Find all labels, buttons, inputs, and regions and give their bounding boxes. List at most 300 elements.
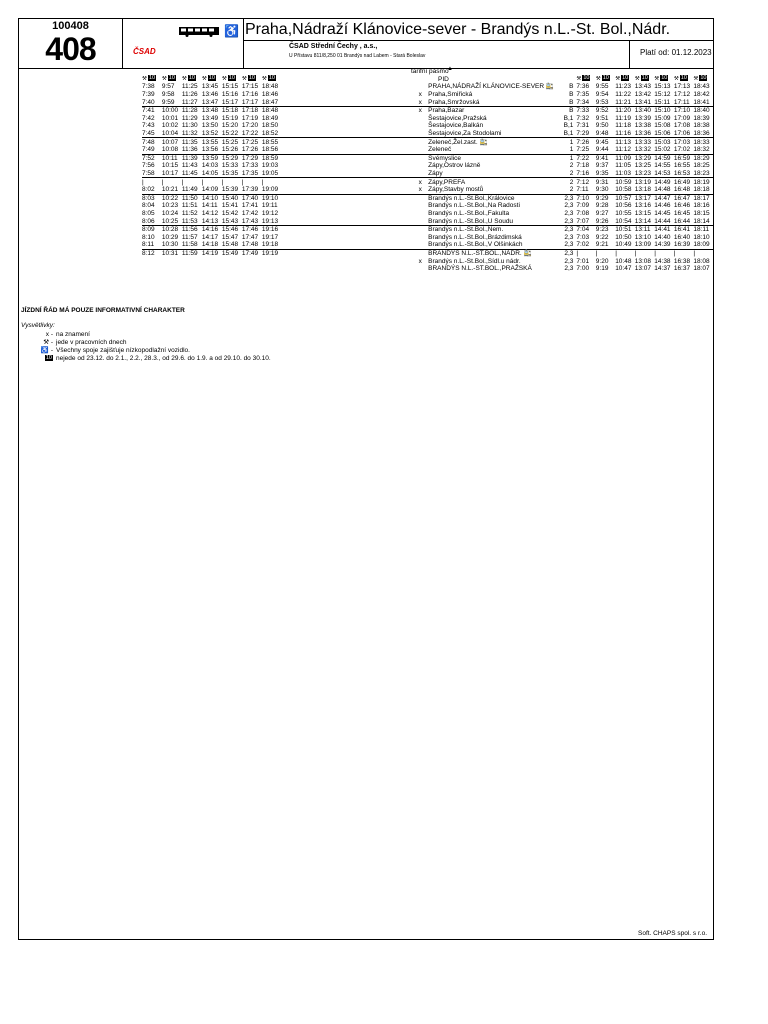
departure-time: 19:09 <box>261 186 279 194</box>
workday-icon: ⚒ <box>261 76 267 82</box>
departure-time <box>262 265 282 273</box>
departure-time: 10:25 <box>161 217 179 225</box>
route-title: Praha,Nádraží Klánovice-sever - Brandýs n.L.-St. Bol.,Nádr. <box>245 21 671 38</box>
note-badge: 10 <box>168 75 175 82</box>
departure-time <box>182 257 202 265</box>
request-stop-flag <box>419 249 429 257</box>
departure-time: 13:19 <box>635 178 655 186</box>
legend-text: Všechny spoje zajišťuje nízkopodlažní vozidlo. <box>56 347 190 354</box>
departure-time: 17:46 <box>242 225 262 233</box>
departure-time: 16:46 <box>673 202 691 210</box>
departure-time: 13:15 <box>634 209 652 217</box>
departure-time: 7:18 <box>576 162 590 170</box>
tariff-zone: 2,3 <box>564 209 574 217</box>
departure-time: 7:01 <box>576 257 590 265</box>
departure-time: 7:52 <box>142 154 162 162</box>
wheelchair-icon: ♿ <box>224 24 239 38</box>
departure-time: 15:18 <box>222 107 242 115</box>
icons-box <box>123 19 244 68</box>
trip-note-header <box>674 75 694 83</box>
departure-time: 7:49 <box>142 146 155 154</box>
departure-time: 11:39 <box>182 154 202 162</box>
bus-icon <box>179 27 219 37</box>
stop-row <box>142 249 713 257</box>
departure-time: 13:23 <box>634 169 652 177</box>
spacer <box>282 178 419 186</box>
departure-time: 7:38 <box>142 83 155 91</box>
stop-name: Praha,Smržovská <box>428 98 480 106</box>
spacer <box>282 75 419 83</box>
request-stop-flag <box>419 241 429 249</box>
departure-time: 11:43 <box>181 162 198 170</box>
trip-note-header <box>693 75 713 83</box>
departure-time: | <box>693 249 713 257</box>
departure-time: 7:31 <box>576 122 590 130</box>
departure-time: 15:39 <box>221 186 239 194</box>
workday-icon: ⚒ <box>634 76 640 82</box>
trip-note-header <box>202 75 222 83</box>
departure-time: 13:29 <box>635 154 655 162</box>
departure-time: 17:20 <box>241 122 259 130</box>
spacer <box>282 265 419 273</box>
departure-time: 18:41 <box>693 98 710 106</box>
tariff-zone: B,1 <box>563 122 574 130</box>
departure-time: 11:16 <box>615 130 631 137</box>
departure-time: 9:54 <box>595 91 609 99</box>
departure-time: 16:41 <box>674 225 694 233</box>
departure-time <box>142 257 162 265</box>
departure-time: 18:48 <box>262 107 282 115</box>
departure-time: 11:56 <box>182 225 202 233</box>
stop-name: Svémyslice <box>428 154 558 162</box>
departure-time: 17:02 <box>673 146 691 154</box>
workday-icon: ⚒ <box>673 76 679 82</box>
departure-time: 11:23 <box>615 83 631 91</box>
departure-time: 9:53 <box>595 98 609 106</box>
request-stop-flag <box>419 225 429 233</box>
departure-time: 18:08 <box>693 257 710 265</box>
departure-time: 18:38 <box>693 122 710 130</box>
departure-time: 13:42 <box>634 91 652 99</box>
spacer <box>282 122 419 130</box>
departure-time: 17:25 <box>242 138 262 146</box>
spacer <box>282 225 419 233</box>
departure-time: 10:11 <box>162 154 182 162</box>
departure-time: 18:43 <box>693 83 710 91</box>
note-badge: 10 <box>661 75 668 82</box>
departure-time: 9:21 <box>595 241 609 249</box>
stop-row <box>142 138 713 146</box>
departure-time: 11:20 <box>615 107 635 115</box>
stop-name: Praha,Bazar <box>428 107 558 115</box>
departure-time: 18:11 <box>693 225 713 233</box>
departure-time: 11:12 <box>615 146 631 154</box>
departure-time: 7:07 <box>576 217 590 225</box>
departure-time: 7:32 <box>576 114 590 122</box>
departure-time: 17:35 <box>241 169 259 177</box>
departure-time: 15:13 <box>654 83 671 91</box>
legend-text: nejede od 23.12. do 2.1., 2.2., 28.3., od 29.6. do 1.9. a od 29.10. do 30.10. <box>56 355 271 362</box>
departure-time <box>202 257 222 265</box>
spacer <box>558 75 577 83</box>
departure-time: 13:55 <box>202 138 222 146</box>
tariff-zone: 2 <box>569 186 574 194</box>
departure-time: | <box>182 178 202 186</box>
departure-time: 10:29 <box>161 233 179 241</box>
departure-time: 17:26 <box>241 146 259 154</box>
departure-time: 15:47 <box>221 233 239 241</box>
departure-time: 10:54 <box>615 217 632 225</box>
departure-time: 11:22 <box>615 91 631 99</box>
workday-icon: ⚒ <box>693 76 699 82</box>
departure-time: 10:04 <box>161 130 179 137</box>
departure-time: 18:23 <box>693 169 710 177</box>
departure-time: 10:07 <box>162 138 182 146</box>
departure-time: 11:09 <box>615 154 635 162</box>
stop-name: Praha,Smiřická <box>428 91 473 99</box>
stop-name: Brandýs n.L.-St.Bol.,Sídl.u nádr. <box>428 257 521 265</box>
spacer <box>282 162 419 170</box>
spacer <box>282 91 419 99</box>
departure-time: 14:53 <box>654 169 671 177</box>
departure-time: 14:18 <box>201 241 219 249</box>
train-icon: 🚉 <box>521 249 532 257</box>
stop-row <box>142 146 713 154</box>
departure-time: | <box>162 178 182 186</box>
legend-symbol: x - <box>45 331 53 338</box>
departure-time: 11:57 <box>181 233 198 241</box>
departure-time: 9:44 <box>595 146 609 154</box>
departure-time: 16:37 <box>673 265 691 273</box>
tariff-zone: B <box>569 83 574 91</box>
legend-symbol: ♿ - <box>40 347 53 354</box>
departure-time: 8:09 <box>142 225 162 233</box>
departure-time: 11:26 <box>181 91 198 99</box>
spacer <box>282 138 419 146</box>
departure-time: 9:29 <box>596 194 615 202</box>
legend-symbol <box>39 355 53 363</box>
software-credit: Soft. CHAPS spol. s r.o. <box>638 930 707 937</box>
spacer <box>282 146 419 154</box>
tariff-zone: B <box>569 91 574 99</box>
departure-time: 9:37 <box>595 162 609 170</box>
departure-time: 7:45 <box>142 130 155 137</box>
trip-note-header <box>654 75 674 83</box>
departure-time: 17:08 <box>673 122 691 130</box>
departure-time: 19:17 <box>261 233 279 241</box>
departure-time: 14:40 <box>654 233 671 241</box>
departure-time: 17:16 <box>241 91 259 99</box>
departure-time: 18:55 <box>262 138 282 146</box>
departure-time: 19:18 <box>261 241 279 249</box>
departure-time: 13:10 <box>634 233 652 241</box>
departure-time: 7:02 <box>576 241 590 249</box>
note-badge: 10 <box>602 75 609 82</box>
trip-note-header <box>182 75 202 83</box>
departure-time: 11:18 <box>615 122 631 130</box>
stop-row <box>142 186 713 194</box>
departure-time: 18:56 <box>261 146 279 154</box>
departure-time: 17:41 <box>241 202 259 210</box>
stop-name: Brandýs n.L.-St.Bol.,Na Radosti <box>428 202 520 210</box>
departure-time: 19:05 <box>261 169 279 177</box>
departure-time: 15:15 <box>221 83 239 91</box>
note-badge: 10 <box>641 75 648 82</box>
departure-time: 17:12 <box>673 91 691 99</box>
departure-time: 16:47 <box>674 194 694 202</box>
request-stop-flag <box>419 210 429 218</box>
departure-time: 15:40 <box>222 194 242 202</box>
departure-time: 13:40 <box>635 107 655 115</box>
departure-time: 18:18 <box>693 186 710 194</box>
departure-time: 11:29 <box>181 114 198 122</box>
tariff-zone: 1 <box>558 154 577 162</box>
departure-time: 7:48 <box>142 138 162 146</box>
note-badge: 10 <box>228 75 235 82</box>
departure-time: 7:12 <box>576 178 595 186</box>
departure-time: 17:22 <box>241 130 259 137</box>
trip-note-header <box>615 75 635 83</box>
stop-name: Šestajovice,Pražská <box>428 114 487 122</box>
departure-time: 18:25 <box>693 162 710 170</box>
departure-time: 7:34 <box>576 98 590 106</box>
departure-time: 15:29 <box>222 154 242 162</box>
departure-time: 10:01 <box>161 114 179 122</box>
departure-time: 13:52 <box>201 130 219 137</box>
departure-time: 7:26 <box>576 138 595 146</box>
departure-time: 13:14 <box>634 217 652 225</box>
stop-row <box>142 83 713 91</box>
tariff-zone: 2,3 <box>564 202 574 210</box>
departure-time: 7:42 <box>142 114 155 122</box>
departure-time: 13:50 <box>201 122 219 130</box>
departure-time: 9:45 <box>596 138 615 146</box>
departure-time: 17:39 <box>241 186 259 194</box>
departure-time: | <box>222 178 242 186</box>
departure-time: 10:02 <box>161 122 179 130</box>
stop-row <box>142 162 713 170</box>
departure-time: 14:47 <box>654 194 674 202</box>
departure-time: 13:16 <box>634 202 652 210</box>
departure-time: 19:13 <box>261 217 279 225</box>
departure-time: 18:33 <box>693 138 713 146</box>
departure-time: 7:08 <box>576 209 590 217</box>
workday-icon: ⚒ <box>221 76 227 82</box>
departure-time: 19:10 <box>262 194 282 202</box>
spacer <box>282 154 419 162</box>
departure-time: 11:49 <box>181 186 198 194</box>
departure-time: 9:52 <box>596 107 615 115</box>
departure-time: 18:47 <box>261 98 279 106</box>
departure-time: 15:16 <box>221 91 239 99</box>
departure-time: 13:36 <box>634 130 652 137</box>
departure-time: 18:39 <box>693 114 710 122</box>
departure-time: | <box>242 178 262 186</box>
departure-time: 15:03 <box>654 138 674 146</box>
train-icon: 🚉 <box>544 83 554 91</box>
departure-time: 7:29 <box>576 130 590 137</box>
legend-title: Vysvětlivky: <box>21 322 55 329</box>
departure-time <box>242 265 262 273</box>
departure-time: 11:03 <box>615 169 631 177</box>
departure-time: 19:03 <box>261 162 279 170</box>
departure-time <box>182 265 202 273</box>
spacer <box>282 194 419 202</box>
departure-time: 15:25 <box>222 138 242 146</box>
departure-time: 11:50 <box>182 194 202 202</box>
departure-time: 18:16 <box>693 202 710 210</box>
departure-time: 17:06 <box>673 130 691 137</box>
workday-icon: ⚒ <box>161 76 167 82</box>
departure-time: 8:12 <box>142 249 162 257</box>
departure-time: 18:40 <box>693 107 713 115</box>
departure-time: 18:46 <box>261 91 279 99</box>
departure-time: 14:10 <box>202 194 222 202</box>
departure-time: 17:10 <box>674 107 694 115</box>
tariff-zone: 2,3 <box>558 225 577 233</box>
departure-time: 9:51 <box>595 114 609 122</box>
departure-time: 10:08 <box>161 146 179 154</box>
workday-icon: ⚒ <box>201 76 207 82</box>
departure-time: 8:05 <box>142 209 155 217</box>
departure-time: 18:49 <box>261 114 279 122</box>
request-stop-flag <box>419 115 429 123</box>
departure-time <box>142 265 162 273</box>
trip-note-header <box>635 75 655 83</box>
departure-time: 10:22 <box>162 194 182 202</box>
departure-time: 13:56 <box>201 146 219 154</box>
departure-time: 13:41 <box>634 98 652 106</box>
departure-time <box>262 257 282 265</box>
departure-time: 15:35 <box>221 169 239 177</box>
departure-time: 9:27 <box>595 209 609 217</box>
departure-time: 11:32 <box>181 130 198 137</box>
tariff-zone: 2,3 <box>564 241 574 249</box>
line-code: 100408 <box>52 20 89 32</box>
request-stop-flag: x <box>419 107 429 115</box>
request-stop-flag <box>419 194 429 202</box>
request-stop-flag <box>419 202 429 210</box>
departure-time: 13:18 <box>634 186 652 194</box>
stop-row <box>142 107 713 115</box>
departure-time: 8:02 <box>142 186 155 194</box>
departure-time: 11:05 <box>615 162 631 170</box>
departure-time: 18:50 <box>261 122 279 130</box>
line-id-box <box>19 19 123 68</box>
departure-time: 17:42 <box>241 209 259 217</box>
departure-time: 17:17 <box>241 98 259 106</box>
legend <box>39 331 271 363</box>
request-stop-flag: x <box>418 98 422 106</box>
departure-time: 7:35 <box>576 91 590 99</box>
departure-time: 13:48 <box>202 107 222 115</box>
departure-time: 14:44 <box>654 217 671 225</box>
departure-time: 7:43 <box>142 122 155 130</box>
departure-time: 11:36 <box>181 146 198 154</box>
spacer <box>282 186 419 194</box>
workday-icon: ⚒ <box>142 76 147 82</box>
departure-time: 18:10 <box>693 233 710 241</box>
departure-time: 13:43 <box>634 83 652 91</box>
stop-name: Brandýs n.L.-St.Bol.,V Olšinkách <box>428 241 523 249</box>
departure-time: 8:03 <box>142 194 162 202</box>
departure-time: 16:48 <box>673 186 691 194</box>
departure-time: 15:48 <box>221 241 239 249</box>
departure-time: 15:08 <box>654 122 671 130</box>
pid-label: PID <box>438 76 449 83</box>
departure-time: 15:20 <box>221 122 239 130</box>
departure-time: 9:58 <box>161 91 175 99</box>
spacer <box>282 83 419 91</box>
departure-time: 14:37 <box>654 265 671 273</box>
request-stop-flag <box>419 217 429 225</box>
departure-time: 13:39 <box>634 114 652 122</box>
departure-time: 10:49 <box>615 241 632 249</box>
stop-name: Brandýs n.L.-St.Bol.,Nem. <box>428 225 558 233</box>
stop-name: Brandýs n.L.-St.Bol.,U Soudu <box>428 217 514 225</box>
departure-time: 7:33 <box>576 107 595 115</box>
departure-time: 10:21 <box>161 186 179 194</box>
departure-time: 18:07 <box>693 265 710 273</box>
departure-time <box>242 257 262 265</box>
workday-icon: ⚒ <box>181 76 187 82</box>
departure-time: 17:18 <box>242 107 262 115</box>
valid-from: Platí od: 01.12.2023 <box>640 48 712 57</box>
departure-time: 14:17 <box>201 233 219 241</box>
departure-time: 14:48 <box>654 186 671 194</box>
workday-icon: ⚒ <box>576 76 582 82</box>
timetable-frame <box>18 18 714 940</box>
departure-time: 18:15 <box>693 209 710 217</box>
workday-icon: ⚒ <box>241 76 247 82</box>
departure-time: 10:56 <box>615 202 632 210</box>
stop-row <box>142 170 713 178</box>
valid-box <box>629 41 714 68</box>
departure-time: 7:41 <box>142 107 162 115</box>
departure-time: 14:09 <box>201 186 219 194</box>
tariff-zone: 2 <box>569 162 574 170</box>
arrow-up-icon: ▲ <box>447 66 453 72</box>
trip-note-header <box>576 75 595 83</box>
spacer <box>282 170 419 178</box>
departure-time: 11:58 <box>181 241 198 249</box>
departure-time: 10:51 <box>615 225 635 233</box>
legend-item <box>39 339 271 347</box>
departure-time: 14:19 <box>202 249 222 257</box>
departure-time: 13:49 <box>201 114 219 122</box>
departure-time: 14:59 <box>654 154 674 162</box>
departure-time: 16:53 <box>673 169 691 177</box>
departure-time: 7:04 <box>576 225 595 233</box>
departure-time: 14:03 <box>201 162 219 170</box>
departure-time: | <box>142 178 162 186</box>
departure-time: 10:24 <box>161 209 179 217</box>
stop-row <box>142 91 713 99</box>
trip-note-header <box>242 75 262 83</box>
stop-name: BRANDÝS N.L.-ST.BOL.,NÁDR. 🚉 <box>428 249 558 257</box>
departure-time: 10:00 <box>162 107 182 115</box>
departure-time: 18:59 <box>262 154 282 162</box>
stop-row <box>142 154 713 162</box>
departure-time: 7:10 <box>576 194 595 202</box>
departure-time: 16:49 <box>674 178 694 186</box>
stop-row <box>142 210 713 218</box>
departure-time: 14:49 <box>654 178 674 186</box>
stop-name: Zápy,PREFA <box>428 178 558 186</box>
stop-name: BRANDÝS N.L.-ST.BOL.,PRAŽSKÁ <box>428 265 532 273</box>
departure-time: 15:22 <box>221 130 239 137</box>
departure-time: 17:11 <box>673 98 690 106</box>
